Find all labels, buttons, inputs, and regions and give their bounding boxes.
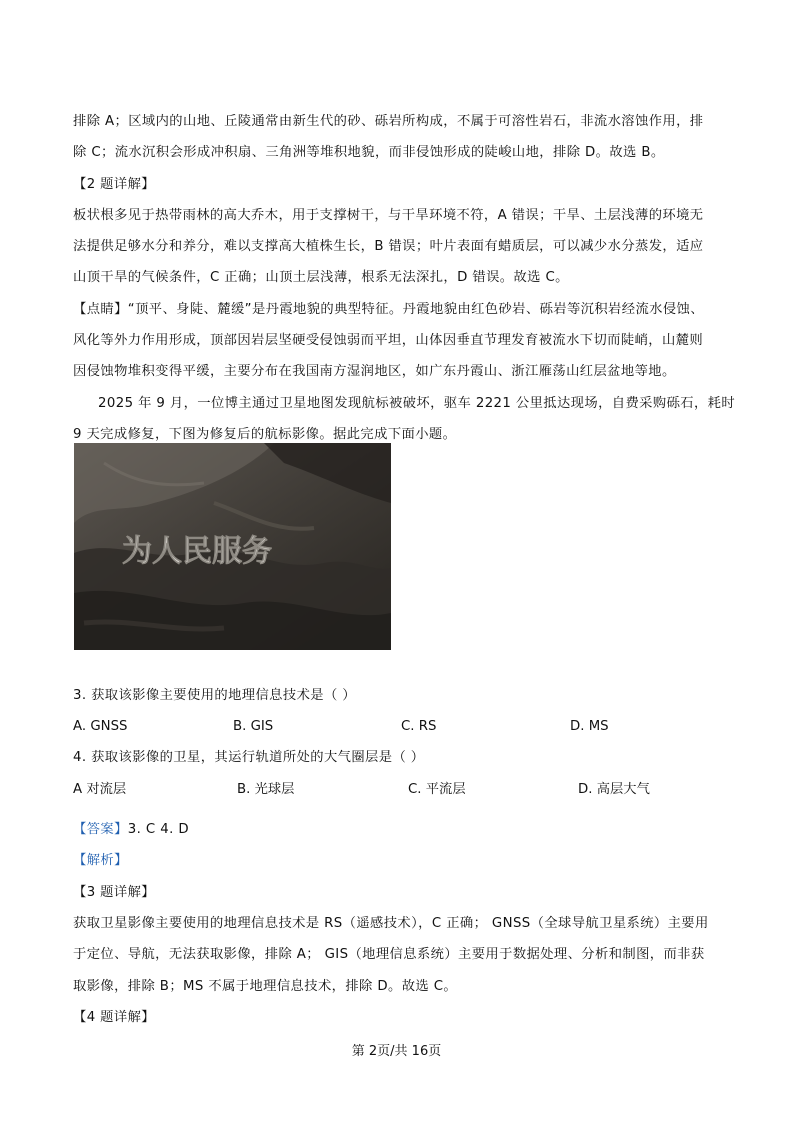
q3-option-d: D. MS bbox=[570, 719, 609, 734]
q4-option-c: C. 平流层 bbox=[408, 782, 466, 797]
section-heading-q3: 【3 题详解】 bbox=[73, 885, 155, 900]
page-footer: 第 2页/共 16页 bbox=[351, 1044, 442, 1059]
paragraph-line: 排除 A；区域内的山地、丘陵通常由新生代的砂、砾岩所构成，不属于可溶性岩石，非流水溶蚀作用，排 bbox=[73, 114, 704, 129]
paragraph-line: 因侵蚀物堆积变得平缓，主要分布在我国南方湿润地区，如广东丹霞山、浙江雁荡山红层盆地等地。 bbox=[73, 364, 676, 379]
q3-detail-line: 获取卫星影像主要使用的地理信息技术是 RS（遥感技术），C 正确； GNSS（全球导航卫星系统）主要用 bbox=[73, 916, 709, 931]
paragraph-line: 山顶干旱的气候条件，C 正确；山顶土层浅薄，根系无法深扎，D 错误。故选 C。 bbox=[73, 270, 569, 285]
context-line: 9 天完成修复，下图为修复后的航标影像。据此完成下面小题。 bbox=[73, 427, 457, 442]
answer-label: 【答案】 bbox=[73, 822, 128, 837]
paragraph-line: 风化等外力作用形成，顶部因岩层坚硬受侵蚀弱而平坦，山体因垂直节理发育被流水下切而陡峭，山麓则 bbox=[73, 333, 704, 348]
tip-line: 【点睛】“顶平、身陡、麓缓”是丹霞地貌的典型特征。丹霞地貌由红色砂岩、砾岩等沉积岩经流水侵蚀、 bbox=[73, 302, 704, 317]
section-heading-q4: 【4 题详解】 bbox=[73, 1010, 155, 1025]
image-inscription-text: 为人民服务 bbox=[122, 534, 272, 569]
q4-option-d: D. 高层大气 bbox=[578, 782, 650, 797]
q3-option-b: B. GIS bbox=[233, 719, 274, 734]
context-line: 2025 年 9 月，一位博主通过卫星地图发现航标被破坏，驱车 2221 公里抵达现场，自费采购砾石，耗时 bbox=[98, 396, 736, 411]
q3-option-a: A. GNSS bbox=[73, 719, 128, 734]
paragraph-line: 法提供足够水分和养分，难以支撑高大植株生长，B 错误；叶片表面有蜡质层，可以减少水分蒸发，适应 bbox=[73, 239, 704, 254]
answer-line bbox=[73, 820, 189, 840]
paragraph-line: 板状根多见于热带雨林的高大乔木，用于支撑树干，与干旱环境不符，A 错误；干旱、土层浅薄的环境无 bbox=[73, 208, 704, 223]
q3-option-c: C. RS bbox=[401, 719, 437, 734]
question-4-stem: 4. 获取该影像的卫星，其运行轨道所处的大气圈层是（ ） bbox=[73, 750, 425, 765]
paragraph-line: 除 C；流水沉积会形成冲积扇、三角洲等堆积地貌，而非侵蚀形成的陡峻山地，排除 D。故选 B。 bbox=[73, 145, 665, 160]
q4-option-b: B. 光球层 bbox=[237, 782, 295, 797]
section-heading-q2: 【2 题详解】 bbox=[73, 177, 155, 192]
satellite-terrain-graphic bbox=[74, 443, 391, 650]
analysis-label: 【解析】 bbox=[73, 853, 128, 868]
q3-detail-line: 取影像，排除 B；MS 不属于地理信息技术，排除 D。故选 C。 bbox=[73, 979, 458, 994]
q3-detail-line: 于定位、导航，无法获取影像，排除 A； GIS（地理信息系统）主要用于数据处理、分析和制图，而非获 bbox=[73, 947, 705, 962]
answer-value: 3. C 4. D bbox=[127, 822, 189, 837]
satellite-image bbox=[74, 443, 391, 650]
question-3-stem: 3. 获取该影像主要使用的地理信息技术是（ ） bbox=[73, 688, 356, 703]
q4-option-a: A 对流层 bbox=[73, 782, 127, 797]
